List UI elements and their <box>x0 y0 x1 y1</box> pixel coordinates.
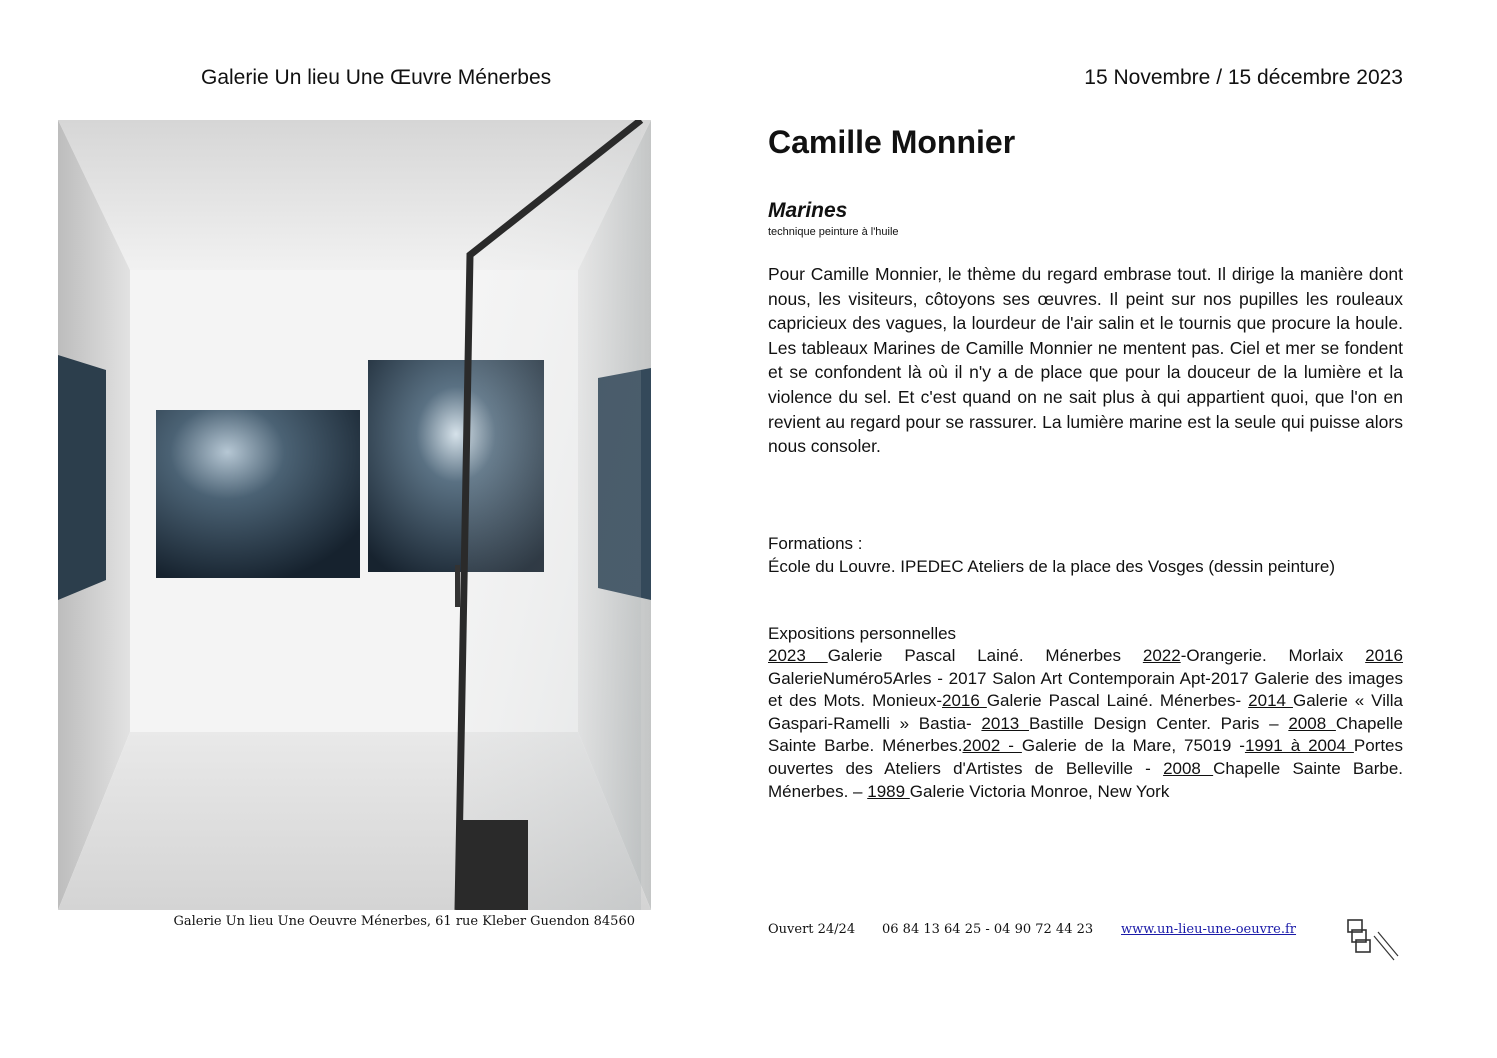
opening-hours: Ouvert 24/24 <box>768 922 856 937</box>
exhibition-year: 2016 <box>942 691 987 711</box>
website-link[interactable]: www.un-lieu-une-oeuvre.fr <box>1121 922 1297 937</box>
series-title: Marines <box>768 199 848 222</box>
exhibition-year: 2008 <box>1163 758 1214 778</box>
exhibition-year: 2008 <box>1288 713 1336 733</box>
exhibition-text: Chapelle Sainte Barbe. Ménerbes. <box>768 713 1403 756</box>
exhibition-year: 1991 à 2004 <box>1244 736 1354 756</box>
artist-description: Pour Camille Monnier, le thème du regard embrase tout. Il dirige la manière dont nous, les visiteurs, côtoyons ses œuvres. Il peint sur nos pupilles les rouleaux capricieux des vagues, la lourdeur de l'air salin et le tournis que procure la houle. Les tableaux Marines de Camille Monnier ne mentent pas. Ciel et mer se fondent et se confondent là où il n'y a de place que pour la douceur de la lumière et la violence du sel. Et c'est quand on ne sait plus à qui appartient quoi, que l'on en revient au regard pour se rassurer. La lumière marine est la seule qui puisse alors nous consoler. <box>768 264 1403 457</box>
technique-subtitle: technique peinture à l'huile <box>768 226 899 238</box>
exhibition-text: GalerieNuméro5Arles - 2017 Salon Art Contemporain Apt-2017 Galerie des images et des Mots. Monieux- <box>768 668 1403 711</box>
exhibition-year: 2016 <box>1365 646 1403 665</box>
exhibition-text: Galerie Victoria Monroe, New York <box>909 781 1170 801</box>
exhibition-text: Galerie Pascal Lainé. Ménerbes <box>827 646 1143 665</box>
exhibition-text: Portes ouvertes des Ateliers d'Artistes de Belleville - <box>768 736 1403 778</box>
exhibition-year: 1989 <box>867 781 910 801</box>
formations-text: École du Louvre. IPEDEC Ateliers de la place des Vosges (dessin peinture) <box>768 557 1335 576</box>
exhibition-text: -Orangerie. Morlaix <box>1180 646 1366 665</box>
expositions-list <box>768 645 1403 803</box>
gallery-header: Galerie Un lieu Une Œuvre Ménerbes <box>201 66 552 89</box>
exhibition-year: 2002 - <box>962 736 1022 756</box>
exhibition-text: Galerie Pascal Lainé. Ménerbes- <box>986 691 1249 711</box>
expositions-heading: Expositions personnelles <box>768 624 957 643</box>
exhibition-year: 2013 <box>981 713 1029 733</box>
exhibition-year: 2014 <box>1248 691 1293 711</box>
exhibition-dates: 15 Novembre / 15 décembre 2023 <box>1084 66 1403 89</box>
exhibition-year: 2022 <box>1142 646 1181 665</box>
artist-name: Camille Monnier <box>768 124 1016 160</box>
exhibition-text: Bastille Design Center. Paris – <box>1028 713 1289 733</box>
gallery-logo-icon <box>1344 916 1402 966</box>
photo-caption: Galerie Un lieu Une Oeuvre Ménerbes, 61 rue Kleber Guendon 84560 <box>173 914 635 929</box>
exhibition-year: 2023 <box>768 646 828 665</box>
gallery-photo <box>58 120 651 910</box>
exhibition-text: Galerie de la Mare, 75019 - <box>1021 736 1245 756</box>
exhibition-text: Chapelle Sainte Barbe. Ménerbes. – <box>768 758 1403 801</box>
phone-numbers: 06 84 13 64 25 - 04 90 72 44 23 <box>882 922 1094 937</box>
formations-heading: Formations : <box>768 534 863 553</box>
exhibition-text: Galerie « Villa Gaspari-Ramelli » Bastia- <box>768 691 1404 733</box>
